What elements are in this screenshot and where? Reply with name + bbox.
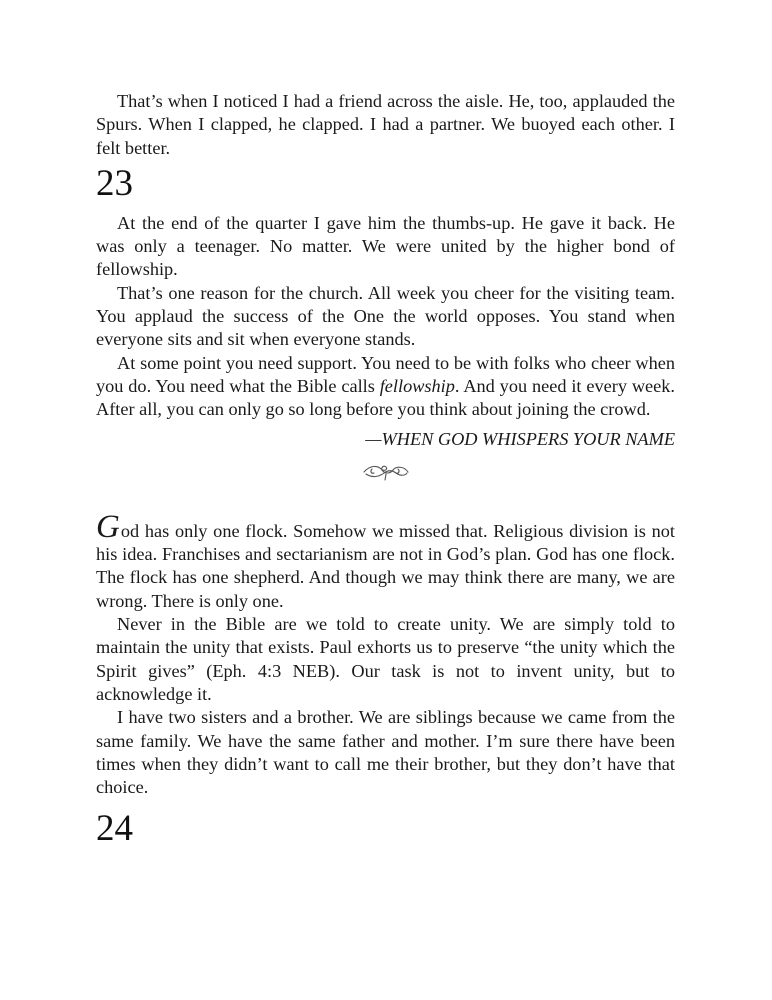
paragraph-reason-for-church: That’s one reason for the church. All week you cheer for the visiting team. You applaud the success of the One the world opposes. You stand when everyone sits and sit when everyone stands.	[96, 282, 675, 350]
paragraph-maintain-unity: Never in the Bible are we told to create unity. We are simply told to maintain the unity that exists. Paul exhorts us to preserve “the unity which the Spirit gives” (Eph. 4:3 NEB). Our task is not to invent unity, but to acknowledge it.	[96, 614, 675, 704]
page-number: 23	[96, 162, 133, 204]
book-page	[96, 90, 675, 857]
paragraph-friend-across-aisle: That’s when I noticed I had a friend across the aisle. He, too, applauded the Spurs. When I clapped, he clapped. I had a partner. We buoyed each other. I felt better.	[96, 91, 675, 158]
paragraph-one-flock	[96, 508, 675, 613]
emphasis-fellowship: fellowship	[379, 375, 455, 396]
drop-cap: G	[96, 508, 120, 545]
paragraph-need-support-end: . And you need it every week. After all, you can only go so long before you think about joining the crowd.	[96, 375, 675, 420]
flourish-icon	[360, 461, 412, 483]
page-number-next: 24	[96, 808, 133, 850]
paragraph-siblings: I have two sisters and a brother. We are siblings because we came from the same family. We have the same father and mother. I’m sure there have been times when they didn’t want to call me their brother, but they don’t have that choice.	[96, 707, 675, 798]
section-one-flock	[96, 508, 675, 800]
flourish-ornament-icon	[96, 461, 675, 485]
paragraph-one-flock-text: od has only one flock. Somehow we missed that. Religious division is not his idea. Franchises and sectarianism are not in God’s plan. God has one flock. The flock has one shepherd. And though we may think there are many, we are wrong. There is only one.	[96, 520, 675, 611]
paragraph-need-support	[96, 352, 675, 422]
source-attribution: —WHEN GOD WHISPERS YOUR NAME	[365, 428, 675, 449]
paragraph-need-support-start: At some point you need support. You need to be with folks who cheer when you do. You need what the Bible calls	[96, 352, 675, 396]
paragraph-thumbs-up: At the end of the quarter I gave him the thumbs-up. He gave it back. He was only a teenager. No matter. We were united by the higher bond of fellowship.	[96, 212, 675, 280]
